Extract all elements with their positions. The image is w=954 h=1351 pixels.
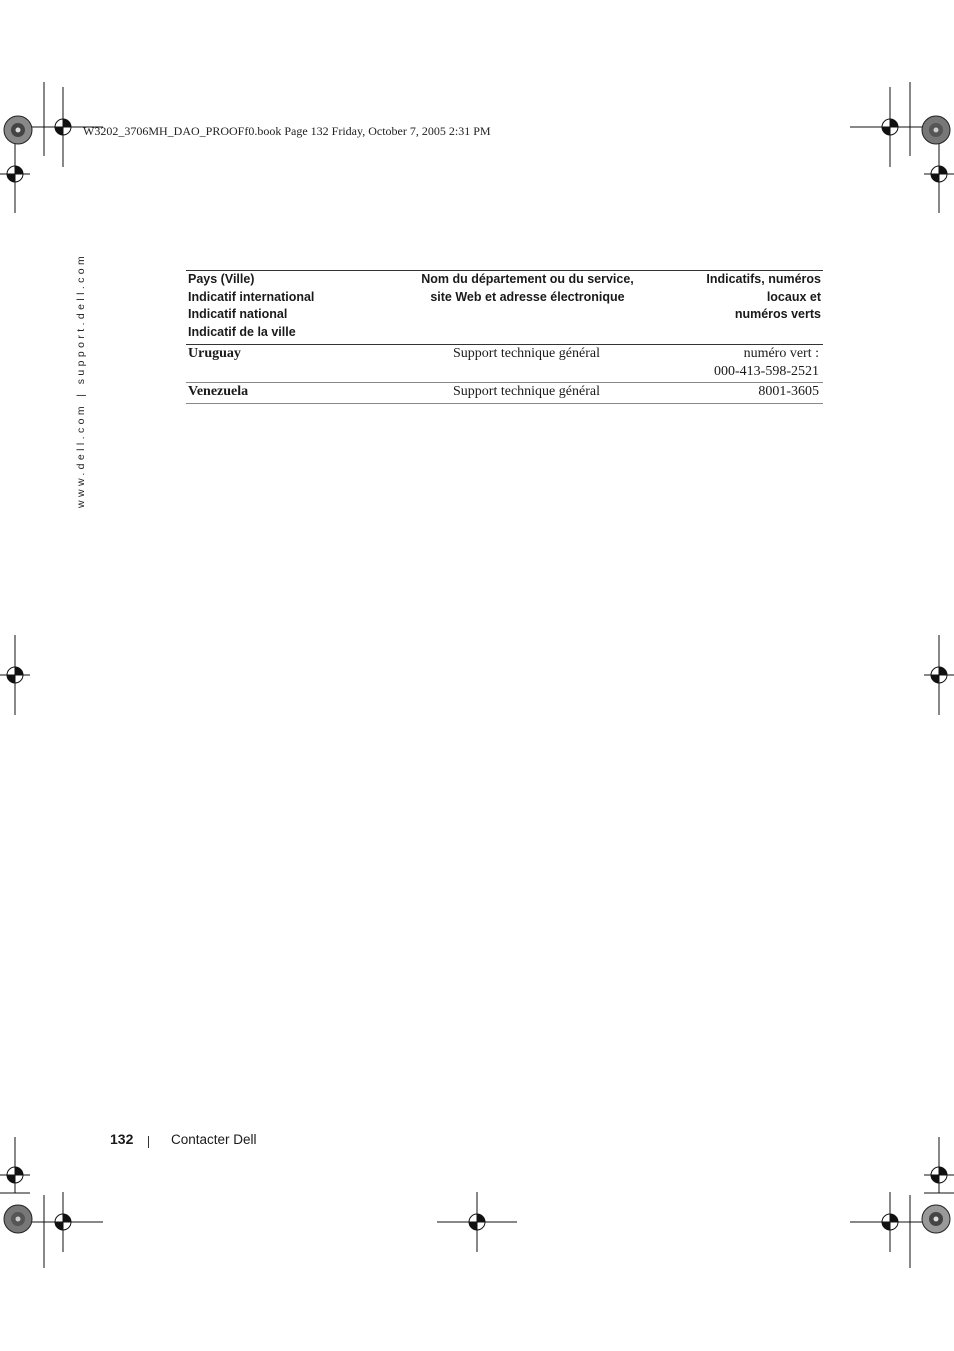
proof-header: W3202_3706MH_DAO_PROOFf0.book Page 132 Friday, October 7, 2005 2:31 PM	[83, 124, 491, 138]
registration-mark-icon	[924, 1167, 954, 1183]
side-url: www.dell.com | support.dell.com	[75, 252, 87, 508]
registration-mark-icon	[23, 87, 103, 167]
row-number-line: numéro vert :	[743, 346, 819, 361]
row-country: Venezuela	[188, 384, 249, 399]
header-country-line: Indicatif national	[188, 307, 288, 321]
starburst-target-icon	[922, 1205, 950, 1233]
footer-title: Contacter Dell	[171, 1132, 257, 1147]
page-number: 132	[110, 1131, 134, 1147]
registration-mark-icon	[23, 1192, 103, 1252]
registration-mark-icon	[0, 166, 30, 182]
row-number-line: 000-413-598-2521	[714, 363, 819, 379]
header-department-line: Nom du département ou du service,	[421, 272, 634, 286]
starburst-target-icon	[4, 116, 32, 144]
registration-mark-icon	[850, 87, 930, 167]
registration-mark-icon	[924, 166, 954, 182]
row-number-line: 8001-3605	[758, 384, 819, 399]
registration-mark-icon	[850, 1192, 930, 1252]
registration-mark-icon	[7, 667, 23, 683]
header-country-line: Indicatif international	[188, 289, 315, 304]
row-country: Uruguay	[188, 346, 241, 361]
registration-mark-icon	[0, 1167, 30, 1183]
row-department: Support technique général	[453, 346, 600, 361]
registration-mark-icon	[437, 1192, 517, 1252]
header-country-line: Pays (Ville)	[188, 272, 255, 286]
header-country-line: Indicatif de la ville	[188, 324, 296, 339]
row-department: Support technique général	[453, 384, 600, 399]
header-numbers-line: numéros verts	[734, 307, 821, 321]
header-department-line: site Web et adresse électronique	[430, 289, 625, 304]
registration-mark-icon	[931, 667, 947, 683]
starburst-target-icon	[4, 1205, 32, 1233]
starburst-target-icon	[922, 116, 950, 144]
header-numbers-line: Indicatifs, numéros locaux et	[706, 272, 821, 304]
